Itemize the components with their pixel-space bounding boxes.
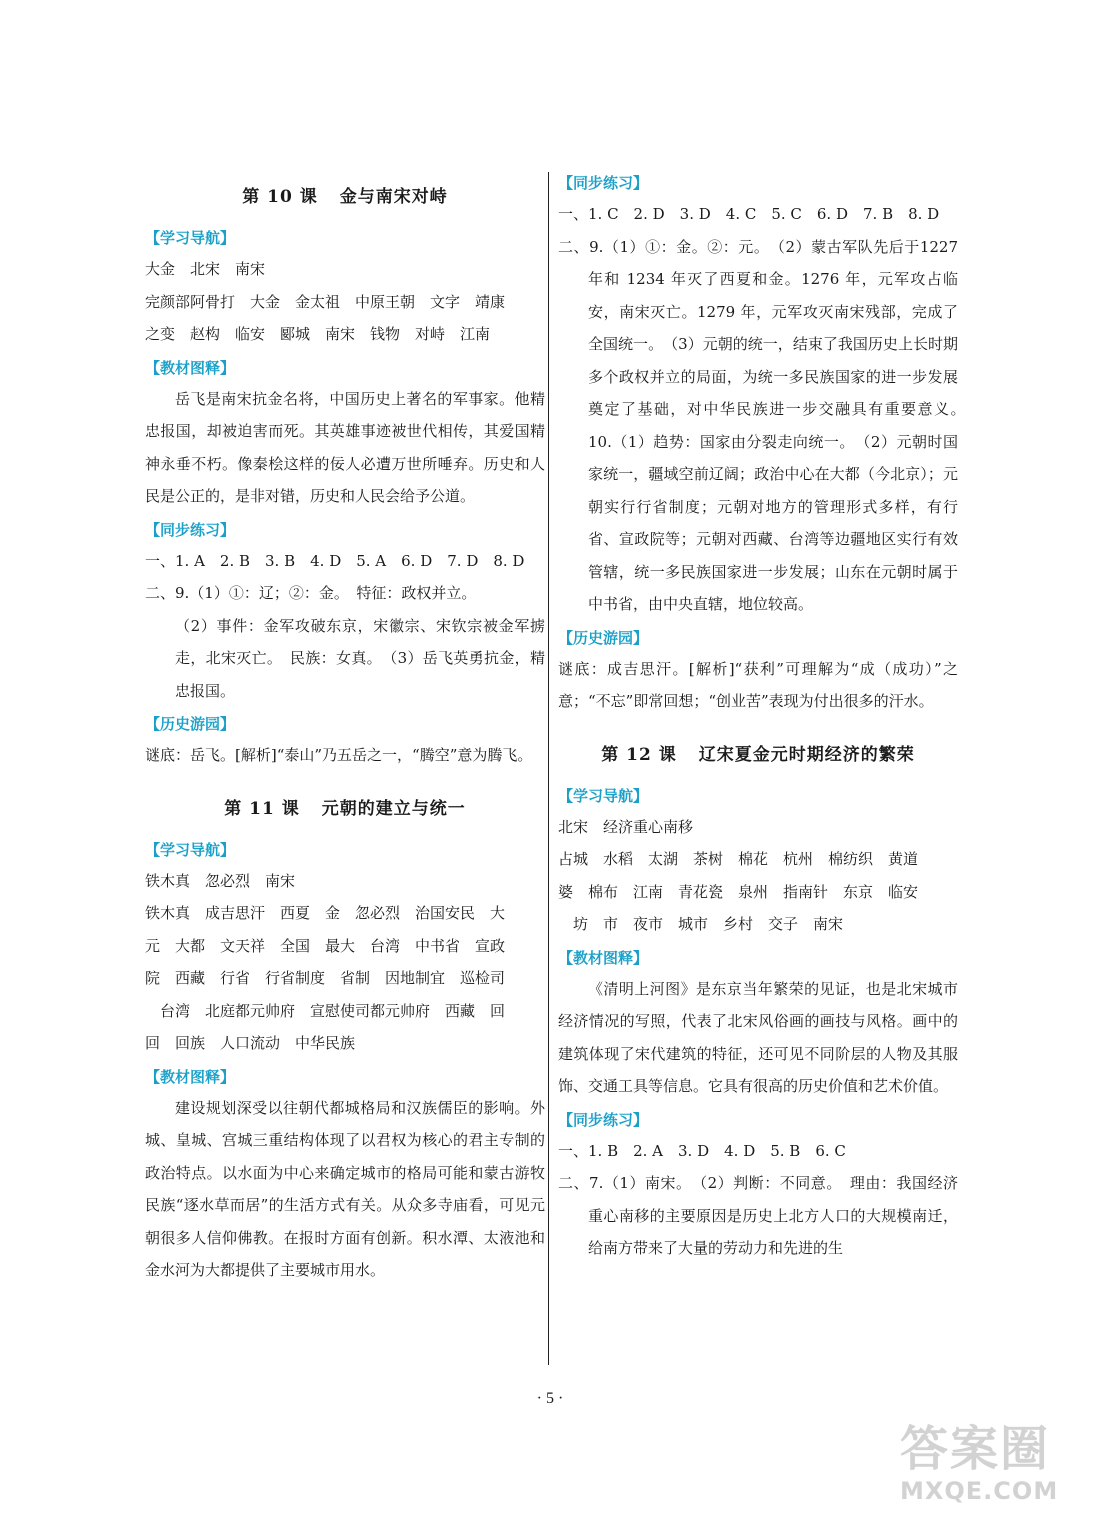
lesson-12-guide-heading: 【学习导航】: [558, 786, 649, 805]
lesson-10-choice-answers: 一、1. A 2. B 3. B 4. D 5. A 6. D 7. D 8. D: [145, 551, 525, 570]
lesson-11-garden-heading: 【历史游园】: [558, 628, 649, 647]
watermark-logo: [900, 1421, 1065, 1516]
lesson-10-guide-line: 完颜部阿骨打 大金 金太祖 中原王朝 文字 靖康: [145, 292, 506, 311]
lesson-12-practice-heading: 【同步练习】: [558, 1110, 649, 1129]
lesson-11-guide-heading: 【学习导航】: [145, 840, 236, 859]
lesson-11-practice-heading: 【同步练习】: [558, 174, 649, 192]
lesson-12-guide-line: 占城 水稻 太湖 茶树 棉花 杭州 棉纺织 黄道: [558, 850, 919, 868]
lesson-11-choice-answers: 一、1. C 2. D 3. D 4. C 5. C 6. D 7. B 8. D: [558, 205, 940, 223]
lesson-12-guide-line: 坊 市 夜市 城市 乡村 交子 南宋: [558, 915, 844, 933]
lesson-10-name: 金与南宋对峙: [339, 187, 448, 207]
right-column: [558, 166, 974, 1265]
lesson-10-guide-heading: 【学习导航】: [145, 229, 236, 247]
lesson-10-guide-line: 大金 北宋 南宋: [145, 260, 266, 278]
lesson-10-figure-heading: 【教材图释】: [145, 358, 236, 377]
lesson-10-guide-line: 之变 赵构 临安 郾城 南宋 钱物 对峙 江南: [145, 325, 491, 343]
lesson-12-guide-line: 婆 棉布 江南 青花瓷 泉州 指南针 东京 临安: [558, 882, 919, 901]
lesson-11-guide-line: 铁木真 成吉思汗 西夏 金 忽必烈 治国安民 大: [145, 904, 506, 922]
lesson-11-riddle: 谜底：成吉思汗。[解析]“获利”可理解为“成（成功）”之意；“不忘”即常回想；“创业苦”表现为付出很多的汗水。: [558, 659, 958, 710]
lesson-10-practice-heading: 【同步练习】: [145, 520, 236, 539]
lesson-12-number: 第 12 课: [601, 744, 677, 765]
lesson-10-q9-part1: 二、9.（1）①：辽；②：金。 特征：政权并立。: [145, 584, 477, 602]
lesson-11-guide-line: 铁木真 忽必烈 南宋: [145, 871, 296, 890]
lesson-12-guide-line: 北宋 经济重心南移: [558, 817, 694, 836]
lesson-11-guide-line: 台湾 北庭都元帅府 宣慰使司都元帅府 西藏 回: [145, 1001, 506, 1020]
watermark-text: 答案圈: [900, 1421, 1051, 1477]
lesson-11-figure-text: 建设规划深受以往朝代都城格局和汉族儒臣的影响。外城、皇城、宫城三重结构体现了以君权为核心的君主专制的政治特点。以水面为中心来确定城市的格局可能和蒙古游牧民族“逐水草而居”的生活方式有关。从众多寺庙看，可见元朝很多人信仰佛教。在报时方面有创新。积水潭、太液池和金水河为大都提供了主要城市用水。: [145, 1098, 545, 1279]
lesson-12-title: [558, 740, 958, 765]
lesson-12-name: 辽宋夏金元时期经济的繁荣: [698, 744, 915, 765]
lesson-11-guide-line: 回 回族 人口流动 中华民族: [145, 1034, 356, 1052]
watermark-url: MXQE.COM: [900, 1477, 1059, 1505]
lesson-11-guide-line: 院 西藏 行省 行省制度 省制 因地制宜 巡检司: [145, 969, 506, 987]
lesson-11-name: 元朝的建立与统一: [321, 798, 466, 819]
lesson-12-q7-answer: 二、7.（1）南宋。 （2）判断：不同意。 理由：我国经济重心南移的主要原因是历史上北方人口的大规模南迁，给南方带来了大量的劳动力和先进的生: [558, 1174, 958, 1257]
lesson-10-figure-text: 岳飞是南宋抗金名将，中国历史上著名的军事家。他精忠报国，却被迫害而死。其英雄事迹被世代相传，其爱国精神永垂不朽。像秦桧这样的佞人必遭万世所唾弃。历史和人民是公正的，是非对错，历史和人民会给予公道。: [145, 389, 545, 505]
lesson-11-number: 第 11 课: [224, 798, 300, 819]
lesson-10-riddle: 谜底：岳飞。[解析]“泰山”乃五岳之一，“腾空”意为腾飞。: [145, 746, 533, 764]
lesson-10-q9-part2: （2）事件：金军攻破东京，宋徽宗、宋钦宗被金军掳走，北宋灭亡。 民族：女真。 （3）岳飞英勇抗金，精忠报国。: [175, 616, 545, 700]
lesson-12-figure-text: 《清明上河图》是东京当年繁荣的见证，也是北宋城市经济情况的写照，代表了北宋风俗画的画技与风格。画中的建筑体现了宋代建筑的特征，还可见不同阶层的人物及其服饰、交通工具等信息。它具有很高的历史价值和艺术价值。: [558, 979, 958, 1095]
lesson-12-figure-heading: 【教材图释】: [558, 948, 649, 967]
left-column: [145, 160, 545, 1287]
lesson-11-title: [145, 794, 545, 819]
column-divider: [548, 172, 549, 1365]
page-number: · 5 ·: [536, 1390, 564, 1407]
lesson-11-guide-line: 元 大都 文天祥 全国 最大 台湾 中书省 宣政: [145, 936, 506, 955]
lesson-11-q9-q10-answers: 二、9.（1）①：金。②：元。 （2）蒙古军队先后于1227 年和 1234 年灭了西夏和金。1276 年，元军攻占临安，南宋灭亡。1279 年，元军攻灭南宋残部，完成了全国统一。 （3）元朝的统一，结束了我国历史上长时期多个政权并立的局面，为统一多民族国家的进一步发展奠定了基础，对中华民族进一步交融具有重要意义。 10.（1）趋势：国家由分裂走向统一。 （2）元朝时国家统一，疆域空前辽阔；政治中心在大都（今北京）；元朝实行行省制度；元朝对地方的管理形式多样，有行省、宣政院等；元朝对西藏、台湾等边疆地区实行有效管辖，统一多民族国家进一步发展；山东在元朝时属于中书省，由中央直辖，地位较高。: [558, 237, 974, 613]
lesson-10-number: 第 10 课: [242, 187, 318, 207]
lesson-12-choice-answers: 一、1. B 2. A 3. D 4. D 5. B 6. C: [558, 1141, 846, 1160]
lesson-11-figure-heading: 【教材图释】: [145, 1067, 236, 1086]
lesson-10-title: [145, 182, 545, 207]
lesson-10-garden-heading: 【历史游园】: [145, 715, 236, 733]
